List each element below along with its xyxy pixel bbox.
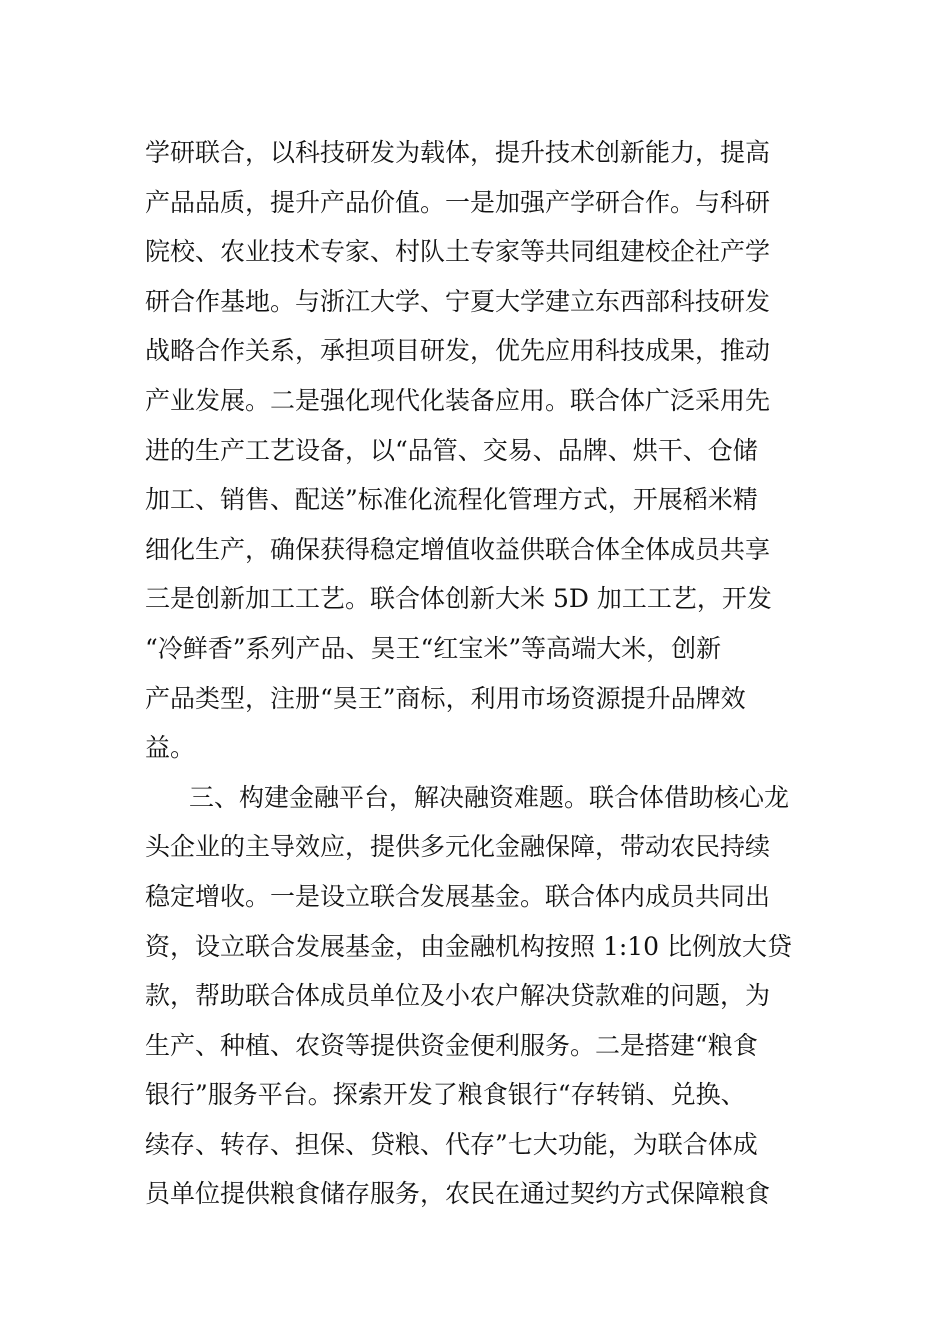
text-line: 产业发展。二是强化现代化装备应用。联合体广泛采用先 [145,385,771,415]
paragraph-2 [145,773,810,1219]
text-line: “冷鲜香”系列产品、昊王“红宝米”等高端大米，创新 [145,633,722,663]
text-line: 资，设立联合发展基金，由金融机构按照 1:10 比例放大贷 [145,931,793,961]
paragraph-1 [145,128,810,773]
text-line: 加工、销售、配送”标准化流程化管理方式，开展稻米精 [145,485,758,515]
text-line: 益。 [145,733,196,763]
text-line: 研合作基地。与浙江大学、宁夏大学建立东西部科技研发 [145,286,771,316]
text-line: 院校、农业技术专家、村队土专家等共同组建校企社产学 [145,237,771,267]
text-line: 生产、种植、农资等提供资金便利服务。二是搭建“粮食 [145,1030,758,1060]
text-line: 细化生产，确保获得稳定增值收益供联合体全体成员共享 [145,534,771,564]
text-line: 款，帮助联合体成员单位及小农户解决贷款难的问题，为 [145,981,771,1011]
text-line: 进的生产工艺设备，以“品管、交易、品牌、烘干、仓储 [145,435,758,465]
text-line: 员单位提供粮食储存服务，农民在通过契约方式保障粮食 [145,1179,771,1209]
text-line: 产品品质，提升产品价值。一是加强产学研合作。与科研 [145,187,771,217]
text-line: 三是创新加工工艺。联合体创新大米 5D 加工工艺，开发 [145,584,772,614]
body-text [145,128,810,1219]
text-line: 学研联合，以科技研发为载体，提升技术创新能力，提高 [145,138,771,167]
text-line: 产品类型，注册“昊王”商标，利用市场资源提升品牌效 [145,683,746,713]
text-line: 银行”服务平台。探索开发了粮食银行“存转销、兑换、 [145,1080,746,1110]
text-line: 战略合作关系，承担项目研发，优先应用科技成果，推动 [145,336,771,366]
text-line: 续存、转存、担保、贷粮、代存”七大功能，为联合体成 [145,1129,758,1159]
text-line: 头企业的主导效应，提供多元化金融保障，带动农民持续 [145,832,771,862]
text-line-first-indented: 三、构建金融平台，解决融资难题。联合体借助核心龙 [189,782,790,812]
text-line: 稳定增收。一是设立联合发展基金。联合体内成员共同出 [145,881,771,911]
